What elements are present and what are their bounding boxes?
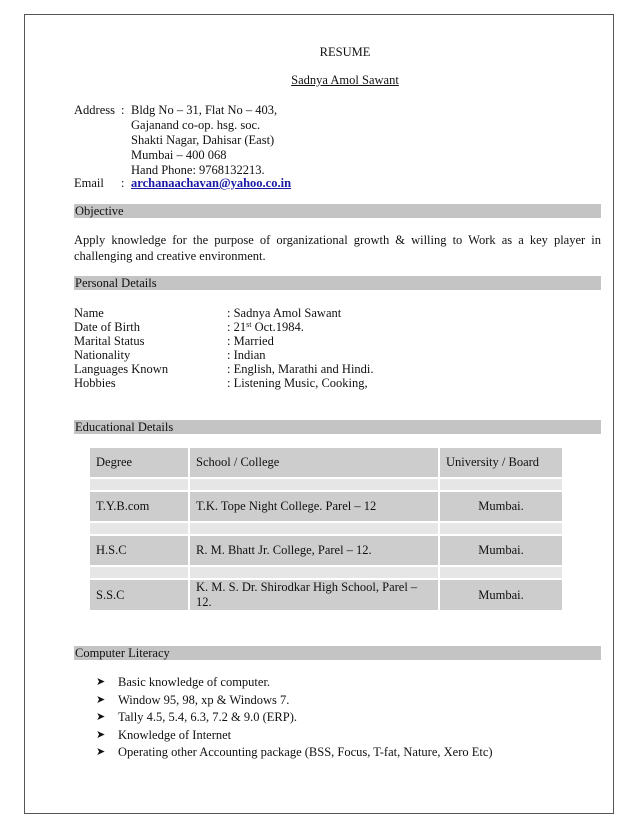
address-separator: : — [121, 103, 125, 117]
cell-school: T.K. Tope Night College. Parel – 12 — [189, 491, 439, 522]
arrowhead-bullet-icon: ➤ — [96, 728, 106, 741]
objective-heading: Objective — [74, 204, 601, 218]
address-line: Bldg No – 31, Flat No – 403, — [131, 103, 278, 117]
cell-board: Mumbai. — [439, 579, 563, 611]
email-label: Email — [74, 176, 104, 190]
arrowhead-bullet-icon: ➤ — [96, 676, 106, 688]
cell-school: K. M. S. Dr. Shirodkar High School, Parel – 12. — [189, 579, 439, 611]
pd-label-name: Name — [74, 306, 104, 320]
address-line: Gajanand co-op. hsg. soc. — [131, 118, 261, 132]
address-line: Mumbai – 400 068 — [131, 148, 227, 162]
pd-value-name: : Sadnya Amol Sawant — [227, 306, 342, 320]
objective-text: Apply knowledge for the purpose of organizational growth & willing to Work as a key player in challenging and creative environment. — [74, 233, 601, 263]
cell-degree: T.Y.B.com — [89, 491, 189, 522]
education-heading: Educational Details — [74, 420, 601, 434]
education-table — [88, 446, 564, 612]
address-label: Address — [74, 103, 115, 117]
table-row — [89, 535, 563, 566]
candidate-name: Sadnya Amol Sawant — [291, 73, 399, 87]
arrowhead-bullet-icon: ➤ — [96, 746, 106, 758]
pd-value-hobbies: : Listening Music, Cooking, — [227, 376, 368, 390]
pd-value-languages: : English, Marathi and Hindi. — [227, 362, 374, 376]
pd-label-hobbies: Hobbies — [74, 376, 116, 390]
pd-label-marital: Marital Status — [74, 334, 145, 348]
pd-label-dob: Date of Birth — [74, 320, 140, 334]
email-link[interactable]: archanaachavan@yahoo.co.in — [131, 176, 292, 190]
list-item: ➤ Operating other Accounting package (BSS, Focus, T-fat, Nature, Xero Etc) — [96, 744, 493, 762]
cell-school: R. M. Bhatt Jr. College, Parel – 12. — [189, 535, 439, 566]
list-item: ➤ Tally 4.5, 5.4, 6.3, 7.2 & 9.0 (ERP). — [96, 709, 493, 727]
list-item: ➤ Basic knowledge of computer. — [96, 674, 493, 692]
column-header-degree: Degree — [89, 447, 189, 478]
computer-skills-list — [96, 674, 493, 762]
email-separator: : — [121, 176, 125, 190]
column-header-school: School / College — [189, 447, 439, 478]
table-spacer-row — [89, 566, 563, 579]
column-header-board: University / Board — [439, 447, 563, 478]
resume-title: RESUME — [319, 45, 371, 59]
personal-details-heading: Personal Details — [74, 276, 601, 290]
cell-board: Mumbai. — [439, 491, 563, 522]
pd-value-nationality: : Indian — [227, 348, 266, 362]
pd-value-marital: : Married — [227, 334, 274, 348]
table-row — [89, 491, 563, 522]
cell-degree: H.S.C — [89, 535, 189, 566]
list-item: ➤ Knowledge of Internet — [96, 727, 493, 745]
pd-label-nationality: Nationality — [74, 348, 131, 362]
arrowhead-bullet-icon: ➤ — [96, 693, 106, 706]
pd-label-languages: Languages Known — [74, 362, 169, 376]
address-line: Hand Phone: 9768132213. — [131, 163, 265, 177]
pd-value-dob: : 21st Oct.1984. — [227, 320, 304, 334]
cell-board: Mumbai. — [439, 535, 563, 566]
address-line: Shakti Nagar, Dahisar (East) — [131, 133, 275, 147]
computer-literacy-heading: Computer Literacy — [74, 646, 601, 660]
table-row — [89, 579, 563, 611]
cell-degree: S.S.C — [89, 579, 189, 611]
arrowhead-bullet-icon: ➤ — [96, 711, 106, 723]
table-spacer-row — [89, 522, 563, 535]
table-header-row — [89, 447, 563, 478]
table-spacer-row — [89, 478, 563, 491]
list-item: ➤ Window 95, 98, xp & Windows 7. — [96, 692, 493, 710]
